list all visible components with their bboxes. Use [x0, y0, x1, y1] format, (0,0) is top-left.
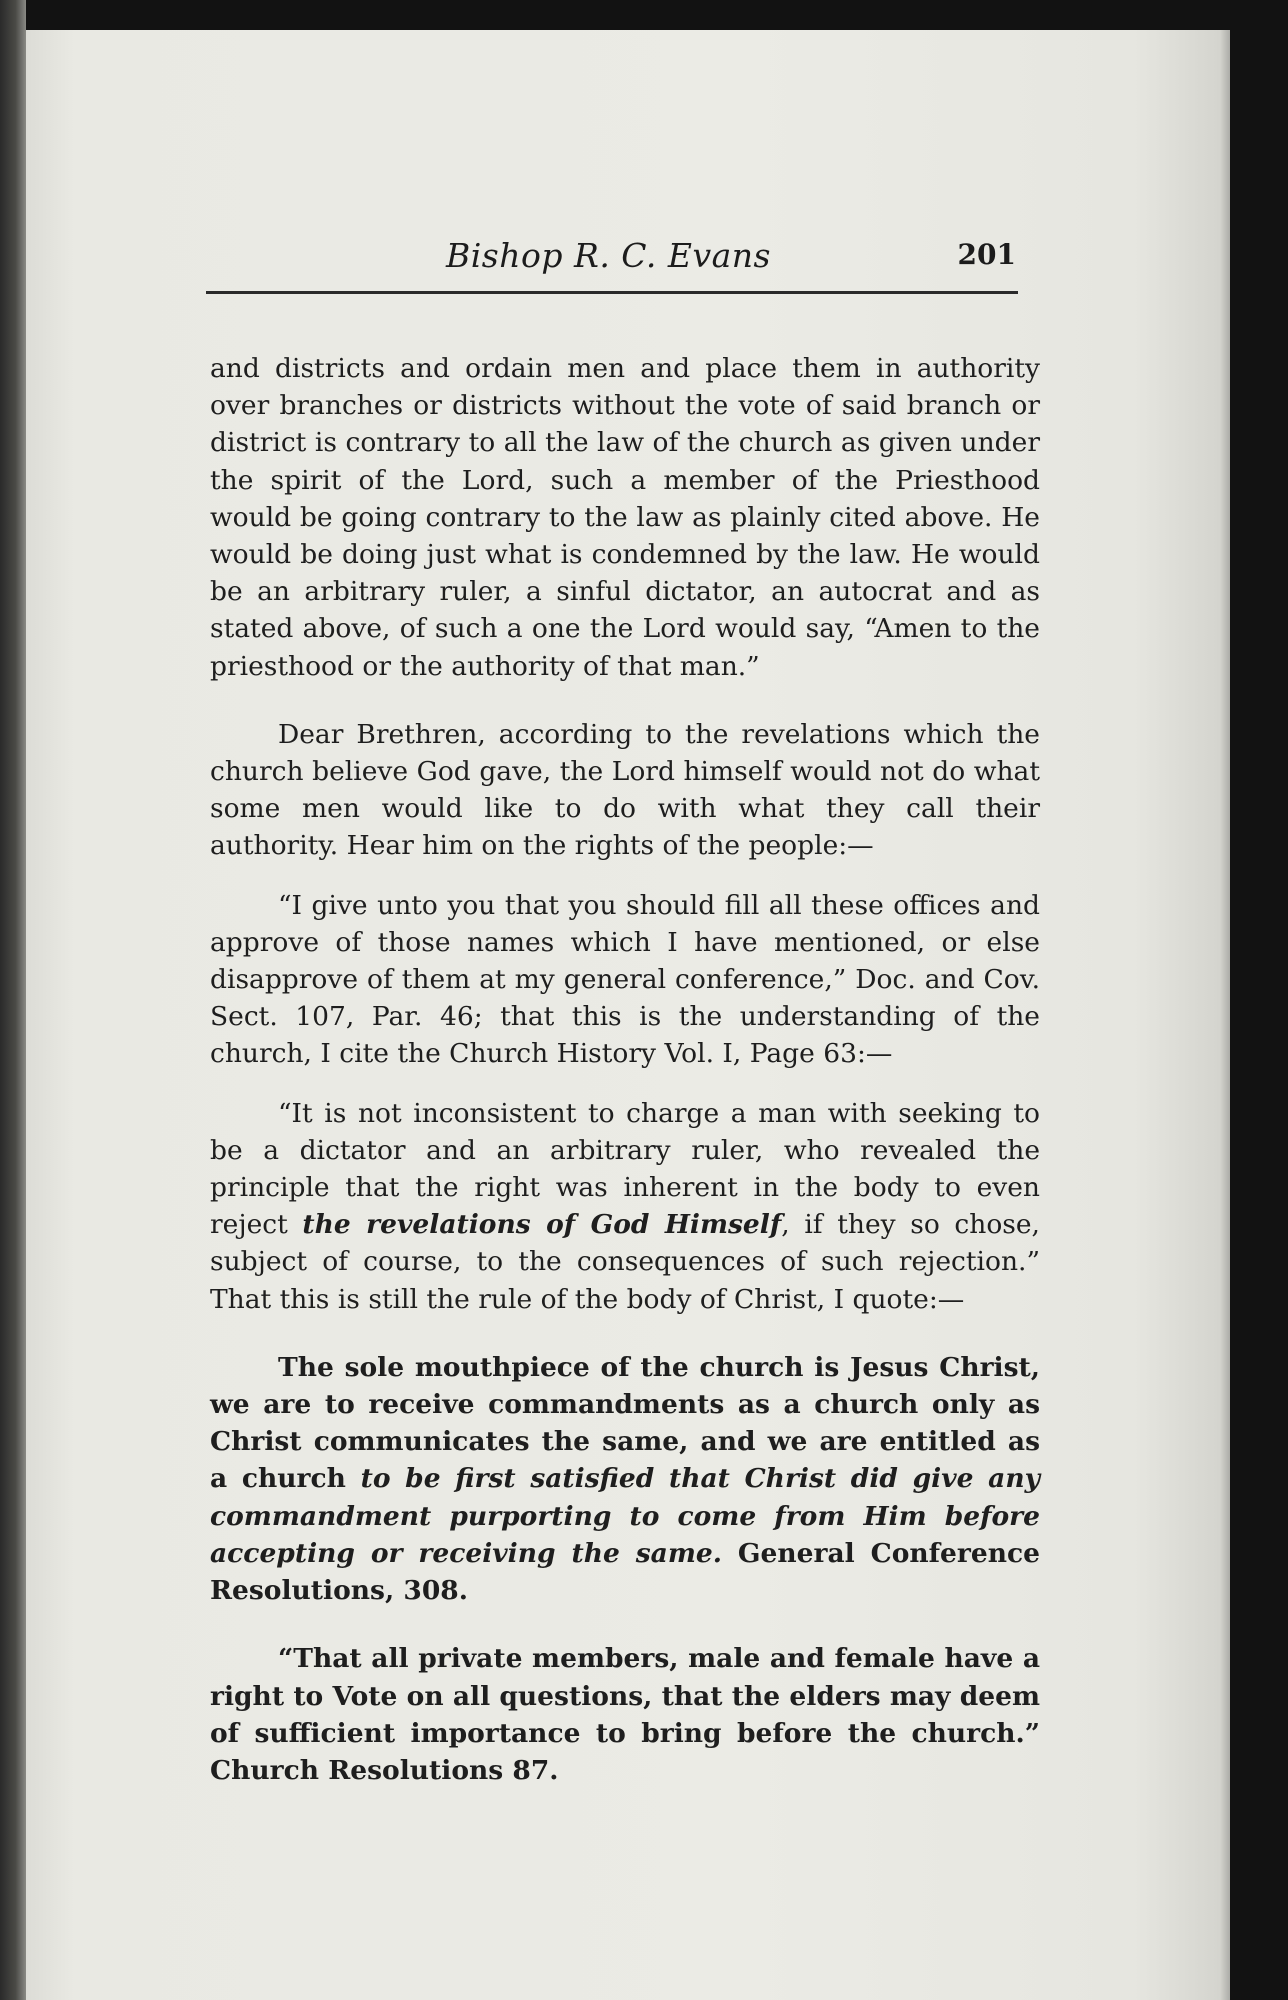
running-head — [206, 230, 1016, 290]
paragraph-5-text: The sole mouthpiece of the church is Jesus Christ, we are to receive commandments as a church only as Christ communicates the same, and we are entitled as a church — [210, 1351, 1040, 1495]
paragraph-4-emphasis: the revelations of God Himself — [302, 1209, 782, 1241]
page-number: 201 — [957, 238, 1016, 271]
header-rule — [206, 291, 1018, 294]
paragraph-4-quote — [210, 1095, 1040, 1318]
paragraph-5-emphasis: to be first satisfied that Christ did give any commandment purporting to come from Him before accepting or receiving the same. — [210, 1463, 1040, 1569]
paragraph-1: and districts and ordain men and place them in authority over branches or districts without the vote of said branch or district is contrary to all the law of the church as given under the spirit of the Lord, such a member of the Priesthood would be going contrary to the law as plainly cited above. He would be doing just what is condemned by the law. He would be an arbitrary ruler, a sinful dictator, an autocrat and as stated above, of such a one the Lord would say, “Amen to the priesthood or the authority of that man.” — [210, 353, 1040, 682]
binding-shadow — [0, 0, 26, 2000]
paragraph-2: Dear Brethren, according to the revelations which the church believe God gave, the Lord himself would not do what some men would like to do with what they call their authority. Hear him on the rights of the people:— — [210, 718, 1040, 862]
paragraph-4-text-end: , if they so chose, subject of course, to the consequences of such rejection.” That this is still the rule of the body of Christ, I quote:— — [210, 1209, 1040, 1315]
body-text — [210, 350, 1040, 1789]
running-title: Bishop R. C. Evans — [446, 236, 771, 275]
paragraph-6-resolution: “That all private members, male and female have a right to Vote on all questions, that the elders may deem of sufficient importance to bring before the church.” Church Resolutions 87. — [210, 1643, 1040, 1786]
paragraph-3-quote: “I give unto you that you should fill all these offices and approve of those names which I have mentioned, or else disapprove of them at my general conference,” Doc. and Cov. Sect. 107, Par. 46; that this is the understanding of the church, I cite the Church History Vol. I, Page 63:— — [210, 889, 1040, 1070]
paragraph-4-text: “It is not inconsistent to charge a man with seeking to be a dictator and an arbitrary ruler, who revealed the principle that the right was inherent in the body to even reject — [210, 1097, 1040, 1241]
paragraph-5-citation: General Conference Resolutions, 308. — [210, 1537, 1040, 1607]
paragraph-5-resolution — [210, 1349, 1040, 1609]
